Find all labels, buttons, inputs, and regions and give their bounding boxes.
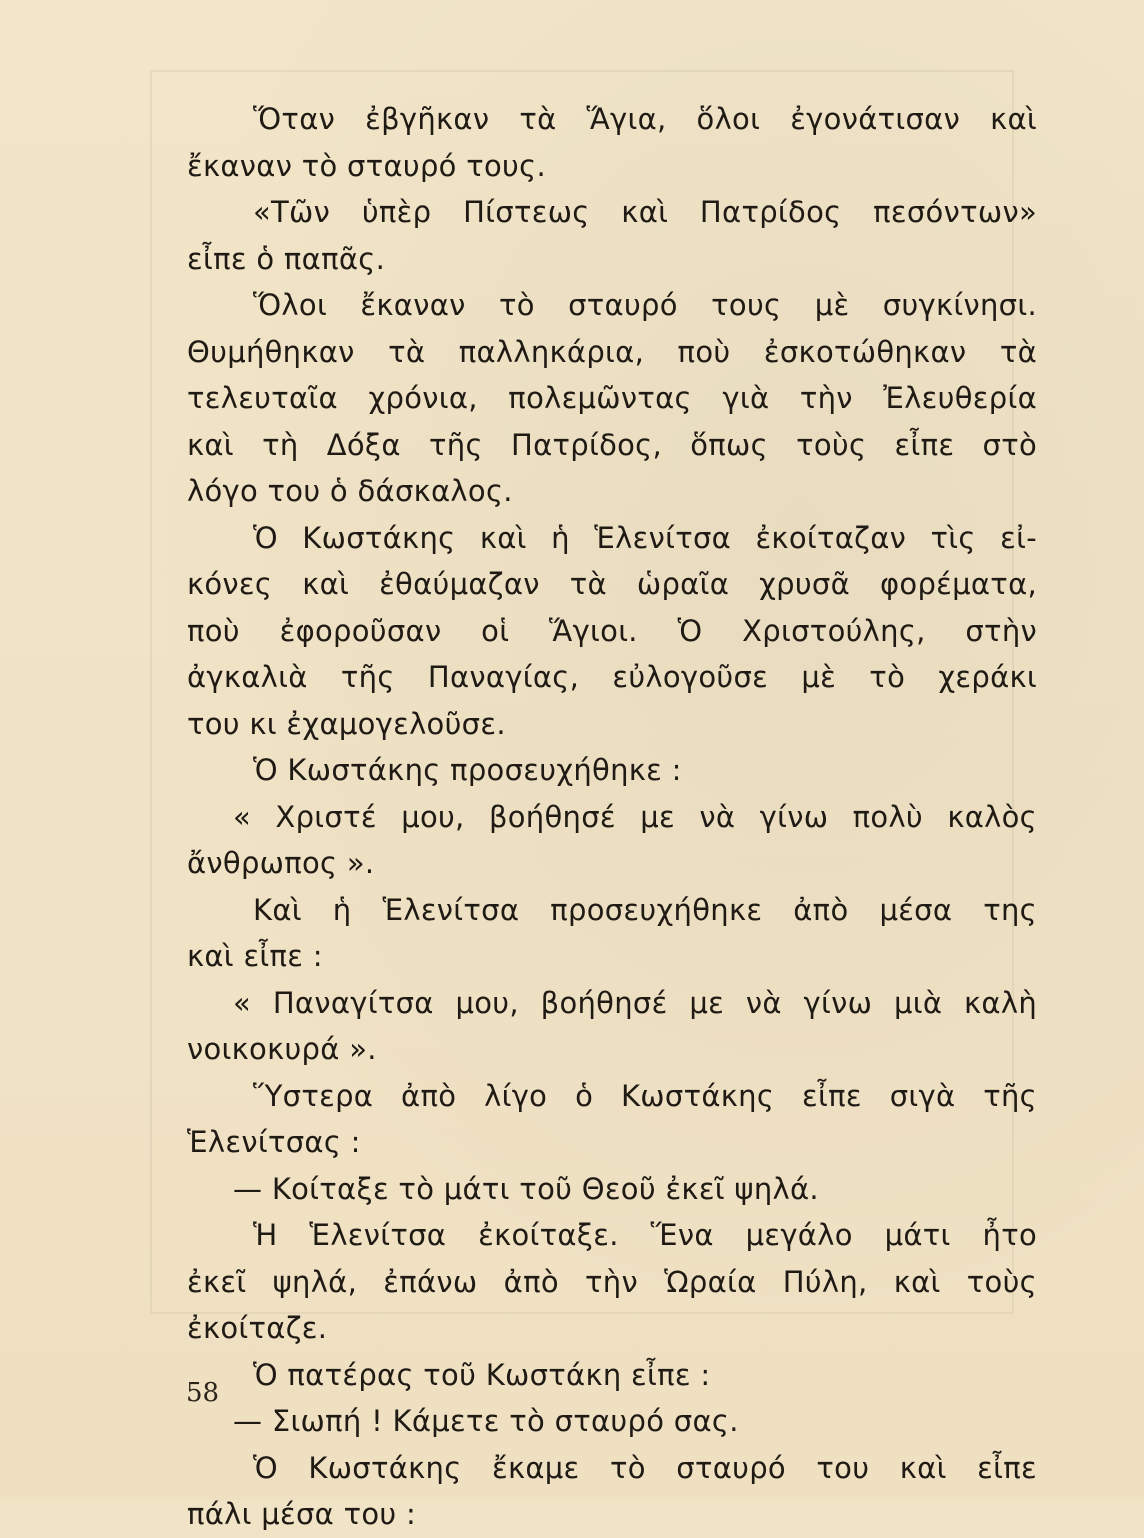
text-line: ποὺ ἐφοροῦσαν οἱ Ἅγιοι. Ὁ Χριστούλης, στὴν	[187, 613, 1037, 648]
text-line: νοικοκυρά ».	[187, 1032, 377, 1066]
text-line: λόγο του ὁ δάσκαλος.	[187, 474, 513, 508]
text-line: Ὕστερα ἀπὸ λίγο ὁ Κωστάκης εἶπε σιγὰ τῆς	[253, 1078, 1037, 1113]
text-line: κόνες καὶ ἐθαύμαζαν τὰ ὡραῖα χρυσᾶ φορέματα,	[187, 567, 1037, 601]
text-line: ἔκαναν τὸ σταυρό τους.	[187, 148, 546, 183]
text-line: εἶπε ὁ παπᾶς.	[187, 241, 386, 276]
text-line: Θυμήθηκαν τὰ παλληκάρια, ποὺ ἐσκοτώθηκαν τὰ	[187, 334, 1037, 369]
text-line: Καὶ ἡ Ἑλενίτσα προσευχήθηκε ἀπὸ μέσα της	[253, 892, 1037, 927]
text-line: «Τῶν ὑπὲρ Πίστεως καὶ Πατρίδος πεσόντων»	[253, 195, 1037, 229]
text-line: Ὅταν ἐβγῆκαν τὰ Ἅγια, ὅλοι ἐγονάτισαν καὶ	[253, 102, 1037, 136]
text-line: ἄνθρωπος ».	[187, 846, 375, 880]
body-text	[187, 96, 1037, 1538]
text-line: Ὁ πατέρας τοῦ Κωστάκη εἶπε :	[253, 1357, 711, 1392]
text-line: τελευταῖα χρόνια, πολεμῶντας γιὰ τὴν Ἐλευθερία	[187, 381, 1037, 415]
text-line: Ὁ Κωστάκης προσευχήθηκε :	[253, 753, 682, 787]
text-line: ἐκεῖ ψηλά, ἐπάνω ἀπὸ τὴν Ὡραία Πύλη, καὶ τοὺς	[187, 1264, 1037, 1299]
text-line: Ἡ Ἑλενίτσα ἐκοίταξε. Ἕνα μεγάλο μάτι ἦτο	[253, 1218, 1037, 1252]
text-line: Ὅλοι ἔκαναν τὸ σταυρό τους μὲ συγκίνησι.	[253, 288, 1037, 322]
text-line: « Παναγίτσα μου, βοήθησέ με νὰ γίνω μιὰ καλὴ	[233, 985, 1037, 1020]
page-number: 58	[186, 1378, 220, 1408]
text-line: καὶ εἶπε :	[187, 939, 323, 973]
text-line: — Κοίταξε τὸ μάτι τοῦ Θεοῦ ἐκεῖ ψηλά.	[233, 1171, 819, 1206]
text-line: ἐκοίταζε.	[187, 1311, 328, 1345]
text-line: Ἑλενίτσας :	[187, 1125, 361, 1159]
text-line: Ὁ Κωστάκης ἔκαμε τὸ σταυρό του καὶ εἶπε	[253, 1450, 1037, 1485]
text-line: του κι ἐχαμογελοῦσε.	[187, 706, 506, 741]
text-line: καὶ τὴ Δόξα τῆς Πατρίδος, ὅπως τοὺς εἶπε στὸ	[187, 427, 1037, 462]
text-line: ἀγκαλιὰ τῆς Παναγίας, εὐλογοῦσε μὲ τὸ χεράκι	[187, 660, 1037, 694]
text-line: « Χριστέ μου, βοήθησέ με νὰ γίνω πολὺ καλὸς	[233, 799, 1037, 834]
text-line: — Σιωπή ! Κάμετε τὸ σταυρό σας.	[233, 1404, 739, 1438]
text-line: Ὁ Κωστάκης καὶ ἡ Ἑλενίτσα ἐκοίταζαν τὶς εἰ-	[253, 520, 1037, 555]
text-line: πάλι μέσα του :	[187, 1497, 417, 1531]
